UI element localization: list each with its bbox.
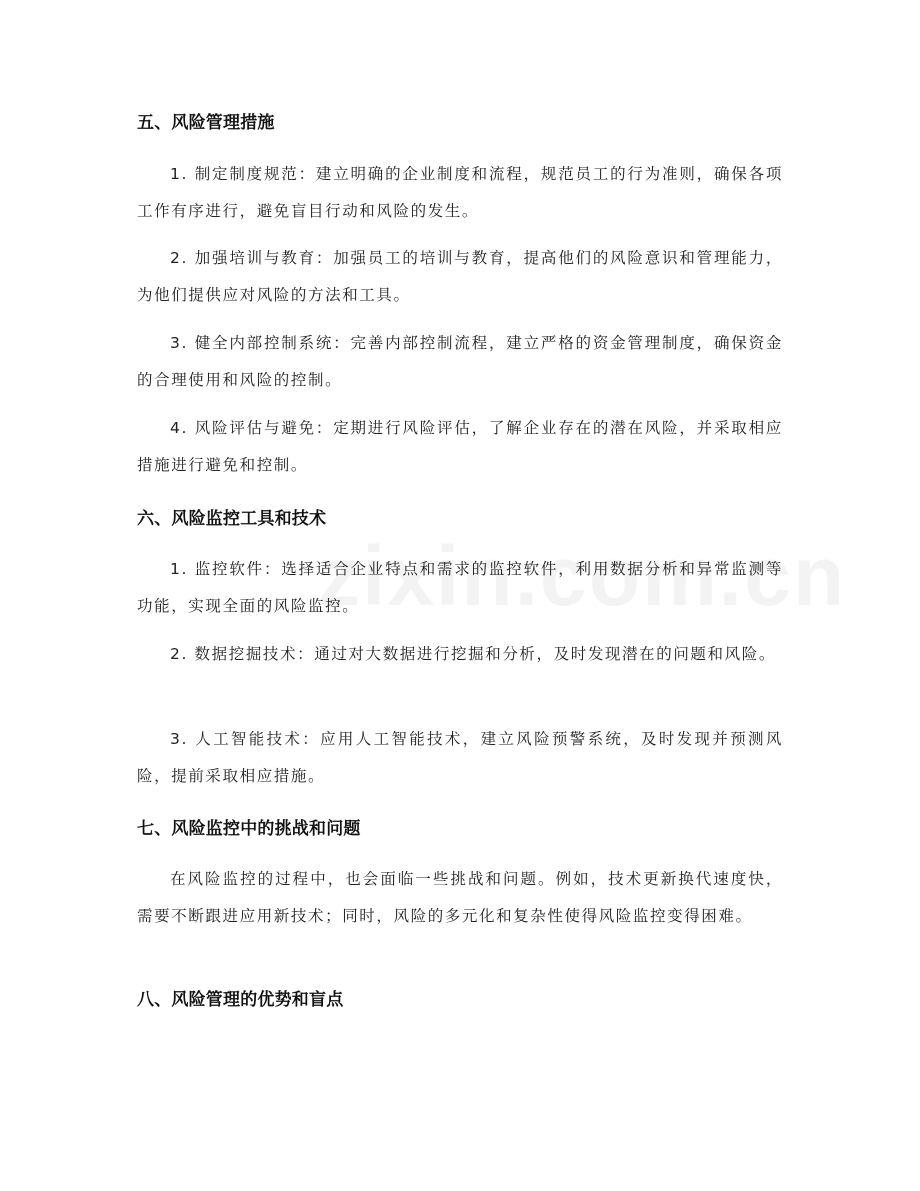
section-heading-8: 八、风险管理的优势和盲点 bbox=[137, 990, 344, 1010]
paragraph: 3. 人工智能技术：应用人工智能技术，建立风险预警系统，及时发现并预测风险，提前采取相应措施。 bbox=[137, 730, 783, 785]
paragraph: 2. 数据挖掘技术：通过对大数据进行挖掘和分析，及时发现潜在的问题和风险。 bbox=[170, 645, 776, 663]
paragraph: 4. 风险评估与避免：定期进行风险评估，了解企业存在的潜在风险，并采取相应措施进行避免和控制。 bbox=[137, 419, 783, 474]
paragraph: 2. 加强培训与教育：加强员工的培训与教育，提高他们的风险意识和管理能力，为他们提供应对风险的方法和工具。 bbox=[137, 249, 783, 304]
paragraph: 在风险监控的过程中，也会面临一些挑战和问题。例如，技术更新换代速度快，需要不断跟进应用新技术；同时，风险的多元化和复杂性使得风险监控变得困难。 bbox=[137, 870, 783, 925]
paragraph: 1. 监控软件：选择适合企业特点和需求的监控软件，利用数据分析和异常监测等功能，实现全面的风险监控。 bbox=[137, 560, 783, 615]
section-heading-7: 七、风险监控中的挑战和问题 bbox=[137, 819, 361, 839]
section-heading-6: 六、风险监控工具和技术 bbox=[137, 509, 327, 529]
section-heading-5: 五、风险管理措施 bbox=[137, 113, 275, 133]
paragraph: 1. 制定制度规范：建立明确的企业制度和流程，规范员工的行为准则，确保各项工作有序进行，避免盲目行动和风险的发生。 bbox=[137, 165, 783, 220]
paragraph: 3. 健全内部控制系统：完善内部控制流程，建立严格的资金管理制度，确保资金的合理使用和风险的控制。 bbox=[137, 334, 783, 389]
